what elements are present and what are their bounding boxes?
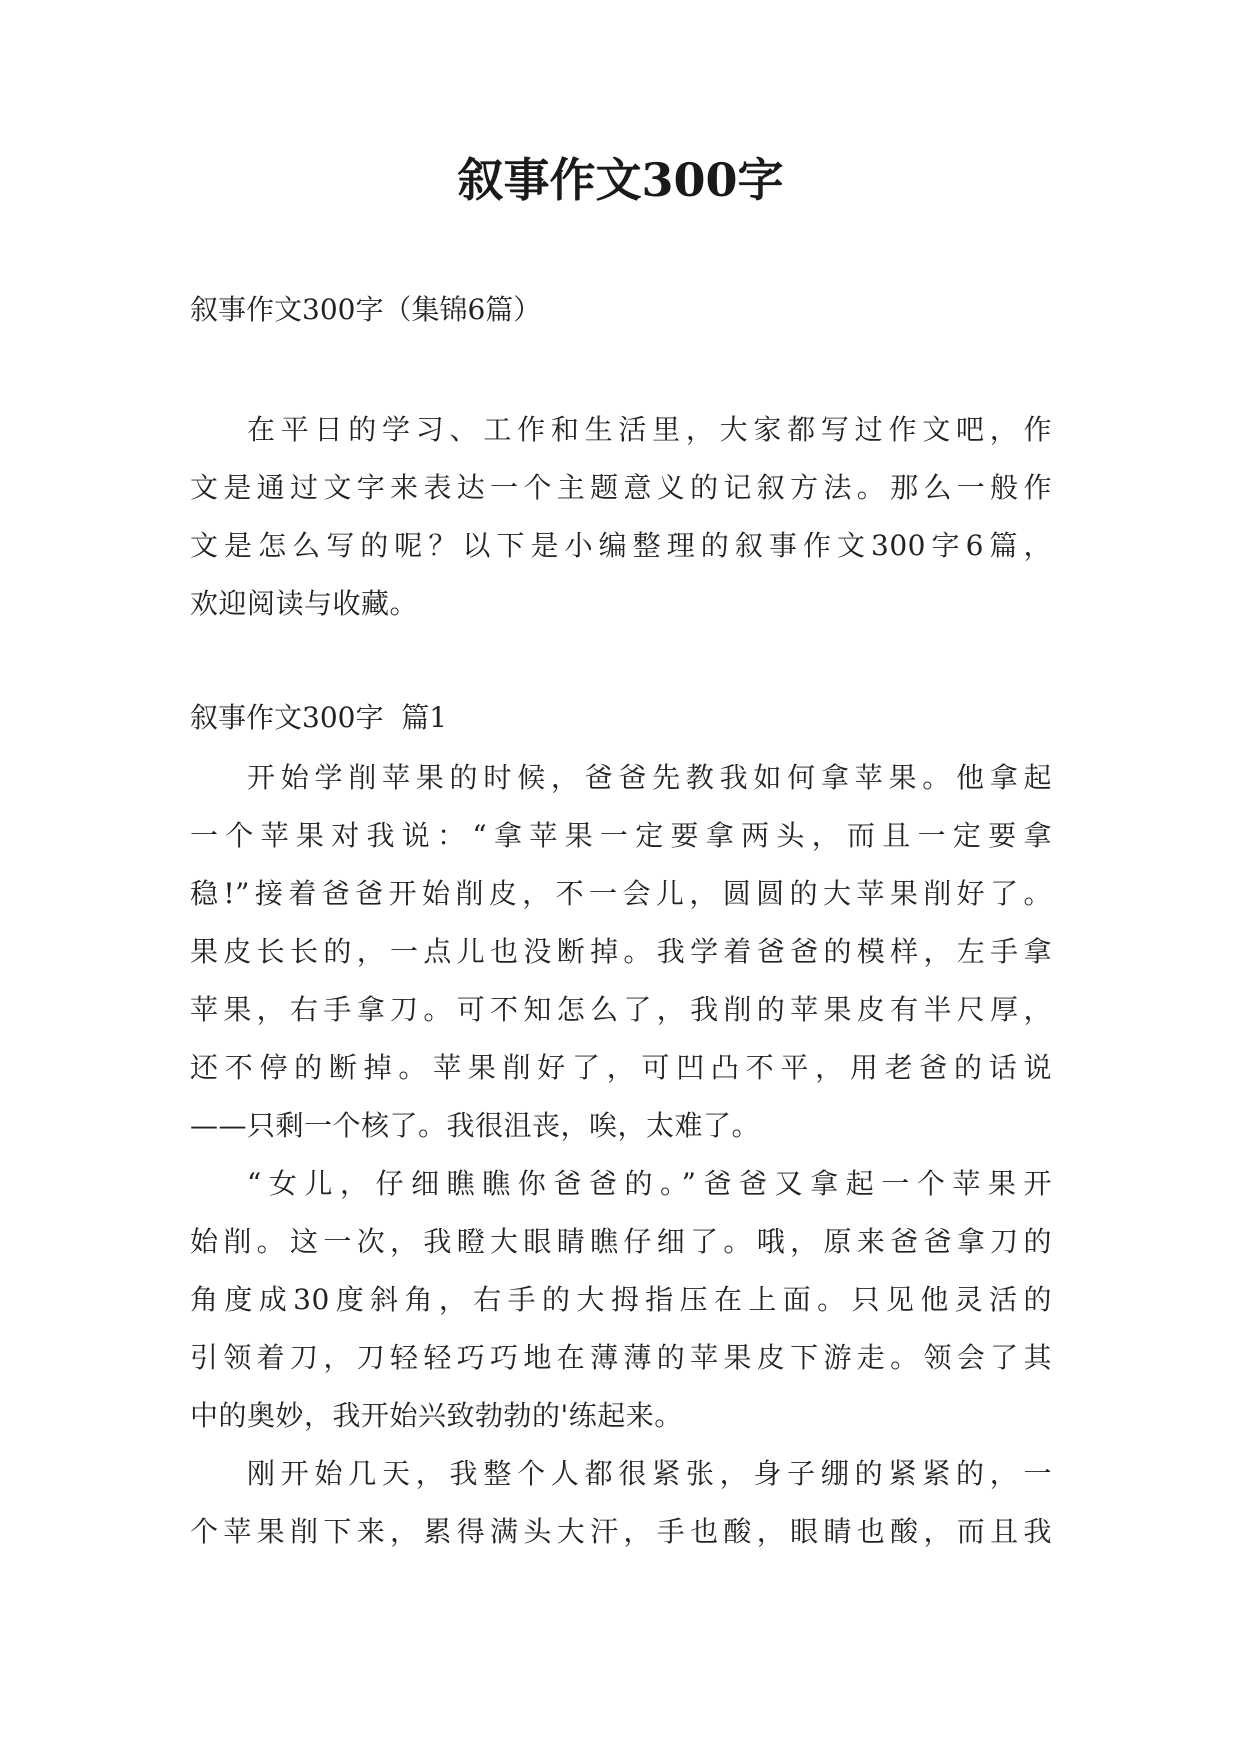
paragraph-line: 开始学削苹果的时候，爸爸先教我如何拿苹果。他拿起	[247, 761, 1052, 794]
section-heading-text: 叙事作文300字 篇1	[190, 701, 448, 734]
paragraph-line: ——只剩一个核了。我很沮丧，唉，太难了。	[190, 1109, 761, 1142]
paragraph	[190, 749, 1052, 1155]
paragraph-line: 稳!”接着爸爸开始削皮，不一会儿，圆圆的大苹果削好了。	[190, 877, 1052, 910]
paragraph-line: 个苹果削下来，累得满头大汗，手也酸，眼睛也酸，而且我	[190, 1515, 1052, 1548]
paragraph	[190, 1155, 1052, 1445]
paragraph-line: 果皮长长的，一点儿也没断掉。我学着爸爸的模样，左手拿	[190, 935, 1052, 968]
intro-line: 在平日的学习、工作和生活里，大家都写过作文吧，作	[247, 413, 1052, 446]
paragraph-line: 角度成30度斜角，右手的大拇指压在上面。只见他灵活的	[190, 1283, 1052, 1316]
subtitle-text: 叙事作文300字（集锦6篇）	[190, 293, 542, 326]
intro-paragraph	[190, 401, 1052, 633]
paragraph-line: “女儿，仔细瞧瞧你爸爸的。”爸爸又拿起一个苹果开	[247, 1167, 1052, 1200]
intro-line: 文是怎么写的呢？以下是小编整理的叙事作文300字6篇，	[190, 529, 1052, 562]
paragraph-line: 还不停的断掉。苹果削好了，可凹凸不平，用老爸的话说	[190, 1051, 1052, 1084]
paragraph-line: 引领着刀，刀轻轻巧巧地在薄薄的苹果皮下游走。领会了其	[190, 1341, 1052, 1374]
paragraph-line: 苹果，右手拿刀。可不知怎么了，我削的苹果皮有半尺厚，	[190, 993, 1052, 1026]
paragraph	[190, 1445, 1052, 1561]
paragraph-line: 始削。这一次，我瞪大眼睛瞧仔细了。哦，原来爸爸拿刀的	[190, 1225, 1052, 1258]
paragraph-line: 中的奥妙，我开始兴致勃勃的'练起来。	[190, 1399, 683, 1432]
document-subtitle	[190, 281, 1052, 339]
document-title: 叙事作文300字	[457, 153, 784, 207]
paragraph-line: 一个苹果对我说：“拿苹果一定要拿两头，而且一定要拿	[190, 819, 1052, 852]
intro-line: 文是通过文字来表达一个主题意义的记叙方法。那么一般作	[190, 471, 1052, 504]
essay-body	[190, 749, 1052, 1561]
intro-line: 欢迎阅读与收藏。	[190, 587, 419, 620]
paragraph-line: 刚开始几天，我整个人都很紧张，身子绷的紧紧的，一	[247, 1457, 1052, 1490]
section-heading	[190, 689, 1052, 747]
